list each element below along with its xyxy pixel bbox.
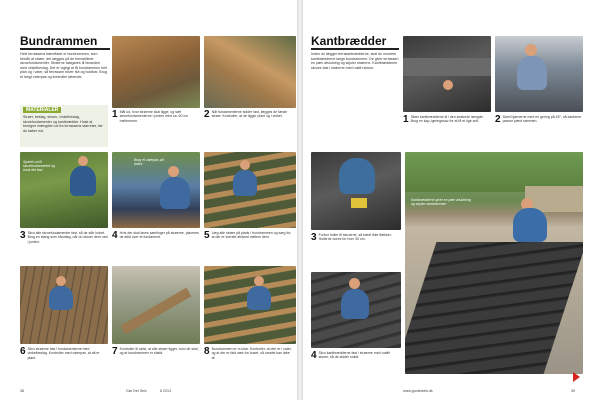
timber-beam bbox=[121, 288, 192, 335]
overlay-label-step-3: Spartel ud til skruefundamentet og bank det fast bbox=[23, 160, 55, 173]
step-text: Hvis der skal laves samlinger på strøerne, placeres de altid over et fundament. bbox=[119, 231, 199, 240]
caption-step-4 bbox=[112, 231, 200, 261]
step-number: 6 bbox=[20, 347, 26, 357]
person-head bbox=[168, 166, 179, 177]
caption-step-7 bbox=[112, 347, 200, 381]
caption-right-step-4 bbox=[311, 351, 401, 381]
step-text: Forbor huller til skruerne, så træet ikke flækker. Hullerne bores for hver 30 cm. bbox=[318, 233, 392, 242]
caption-step-6 bbox=[20, 347, 108, 381]
intro-text: Inden du lægger terrassebrædderne, skal du montere kantbrædderne langs bundrammen. De giver terrassen en pæn afslutning og skjuler strøerne. Kantbrædderne skrues fast i strøerne med rustfri skruer. bbox=[311, 52, 399, 70]
caption-step-5 bbox=[204, 231, 294, 261]
footer-page-number: 39 bbox=[571, 389, 575, 393]
photo-screw-board bbox=[311, 272, 401, 348]
title-rule bbox=[311, 48, 399, 50]
step-number: 2 bbox=[495, 115, 501, 125]
person-figure bbox=[341, 289, 369, 319]
step-text: Når fundamenterne sidder fast, lægges de første strøer. Kontroller, at de ligger plant og i vinkel. bbox=[211, 110, 288, 119]
person-figure bbox=[70, 166, 96, 196]
step-text: Læg alle strøer på plads i bundrammen og sørg for, at der er korrekt afstand mellem dem. bbox=[211, 231, 292, 240]
caption-step-8 bbox=[204, 347, 294, 381]
caption-right-step-2 bbox=[495, 115, 583, 145]
step-number: 8 bbox=[204, 347, 210, 357]
photo-step-2 bbox=[204, 36, 296, 108]
caption-right-step-1 bbox=[403, 115, 491, 145]
step-text: Skær kantbrædderne til i den ønskede længde. Brug en kap-/geringssav for at få et lige snit. bbox=[410, 115, 484, 124]
person-figure bbox=[513, 208, 547, 242]
person-head bbox=[349, 278, 360, 289]
step-number: 7 bbox=[112, 347, 118, 357]
person-figure bbox=[233, 170, 257, 196]
footer-url: www.gordetselv.dk bbox=[403, 389, 433, 393]
person-head bbox=[56, 276, 66, 286]
photo-cut-board bbox=[403, 36, 491, 112]
step-text: Kontroller til sidst, at alle strøer ligger, som de skal, og at bundrammen er stabil. bbox=[119, 347, 199, 356]
step-number: 3 bbox=[20, 231, 26, 241]
overlay-label-large: Kantbrædderne giver en pæn afslutning og skjuler bundrammen bbox=[411, 198, 471, 207]
step-text: Bundrammen er nu klar. Kontroller, at den er i vater, og at der er fald væk fra huset, så vandet kan løbe af. bbox=[211, 347, 292, 360]
person-figure bbox=[49, 286, 73, 310]
photo-miter-saw bbox=[495, 36, 583, 112]
composite-decking bbox=[405, 242, 583, 374]
step-number: 5 bbox=[204, 231, 210, 241]
step-text: Saml hjørnerne med en gering på 45°, så kanterne passer pænt sammen. bbox=[502, 115, 582, 124]
right-page bbox=[303, 4, 586, 396]
photo-step-6 bbox=[20, 266, 108, 344]
person-figure bbox=[517, 56, 547, 90]
person-head bbox=[78, 156, 88, 166]
caption-step-1 bbox=[112, 110, 200, 140]
person-figure bbox=[160, 177, 190, 209]
left-page bbox=[14, 4, 297, 396]
photo-step-7 bbox=[112, 266, 200, 344]
step-number: 3 bbox=[311, 233, 317, 243]
overlay-label-step-4: Brug et vaterpas på tværs bbox=[134, 158, 164, 167]
title-rule bbox=[20, 48, 110, 50]
step-number: 2 bbox=[204, 110, 210, 120]
photo-step-3 bbox=[20, 152, 108, 228]
step-number: 4 bbox=[112, 231, 118, 241]
step-text: Skru strøerne fast i fundamenterne med vinkelbeslag. Kontroller med vaterpas, at alt er plant. bbox=[27, 347, 100, 360]
person-head bbox=[254, 276, 264, 286]
section-title-kantbraedder: Kantbrædder bbox=[311, 34, 387, 48]
photo-large-deck bbox=[405, 152, 583, 374]
caption-right-step-3 bbox=[311, 233, 401, 263]
person-head bbox=[240, 160, 250, 170]
person-head bbox=[525, 44, 537, 56]
materials-title: MATERIALER bbox=[23, 107, 61, 113]
person-figure bbox=[339, 158, 375, 194]
materials-text: Strøer, beslag, skruer, vinkelbeslag, skruefundamenter og kantbrædder. Husk at beregne mængden ud fra terrassens størrelse, før du køber ind. bbox=[23, 115, 103, 133]
footer-magazine: Gør Det Selv bbox=[126, 389, 147, 393]
photo-step-1 bbox=[112, 36, 200, 108]
footer-issue: 8 2013 bbox=[160, 389, 171, 393]
photo-step-5 bbox=[204, 152, 296, 228]
section-title-bundrammen: Bundrammen bbox=[20, 34, 98, 48]
materials-box bbox=[20, 105, 108, 147]
photo-step-4 bbox=[112, 152, 200, 228]
step-text: Skru kantbrædderne fast i strøerne med rustfri skruer, så de sidder solidt. bbox=[318, 351, 391, 360]
photo-drill-holes bbox=[311, 152, 401, 230]
step-text: Skru alle skruefundamenter fast, så de står lodret. Brug en stang som håndtag, når du skruer dem ned i jorden. bbox=[27, 231, 108, 244]
caption-step-2 bbox=[204, 110, 294, 140]
person-hand bbox=[443, 80, 453, 90]
photo-step-8 bbox=[204, 266, 296, 344]
step-number: 4 bbox=[311, 351, 317, 361]
board bbox=[403, 58, 491, 76]
drill-tool bbox=[351, 198, 367, 208]
step-number: 1 bbox=[403, 115, 409, 125]
step-text: Mål ud, hvor strøerne skal ligge, og sæt skruefundamenterne i jorden med ca. 60 cm mellemrum. bbox=[119, 110, 189, 123]
step-number: 1 bbox=[112, 110, 118, 120]
caption-step-3 bbox=[20, 231, 108, 261]
footer-page-number: 38 bbox=[20, 389, 24, 393]
triangle-right-icon bbox=[573, 372, 580, 382]
intro-text: Hele terrassens bæreflade er bundrammen, som består af strøer, der lægges på de fremstillede skruefundamenter. Strøerne fastgøres til hinanden med vinkelbeslag. Det er vigtigt at få bundrammen helt plan og i vater, så terrassen bliver flot og holdbar. Brug et langt vaterpas og kontroller løbende. bbox=[20, 52, 107, 79]
person-figure bbox=[247, 286, 271, 310]
